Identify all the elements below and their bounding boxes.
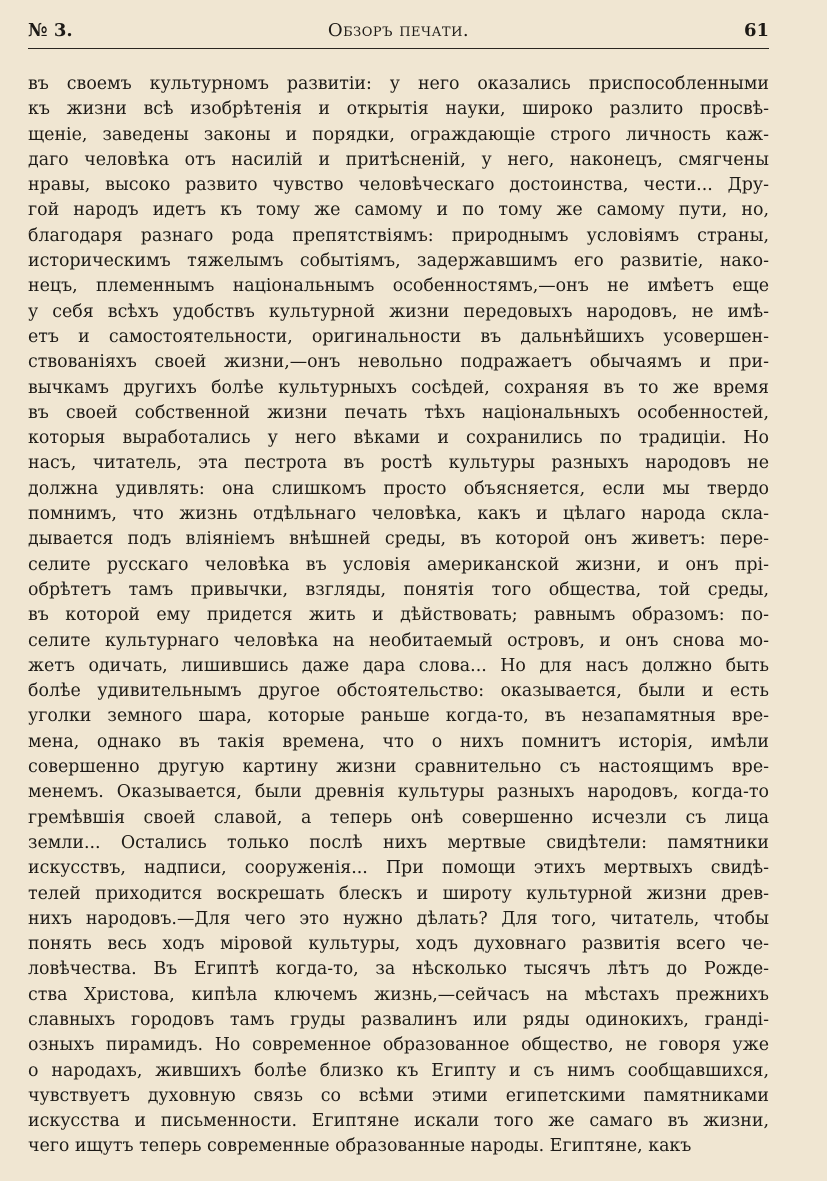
text-line: о народахъ, жившихъ болѣе близко къ Египту и съ нимъ сообщавшихся, bbox=[28, 1060, 769, 1081]
body-text bbox=[28, 72, 769, 1160]
text-line: жетъ одичать, лишившись даже дара слова... Но для насъ должно быть bbox=[28, 655, 769, 676]
text-line: болѣе удивительнымъ другое обстоятельство: оказывается, были и есть bbox=[28, 681, 769, 702]
text-line: етъ и самостоятельности, оригинальности въ дальнѣйшихъ усовершен- bbox=[28, 326, 769, 347]
text-line: земли... Остались только послѣ нихъ мертвые свидѣтели: памятники bbox=[28, 832, 769, 853]
text-line: славныхъ городовъ тамъ груды развалинъ или ряды одинокихъ, гранді- bbox=[28, 1009, 769, 1030]
text-line: въ которой ему придется жить и дѣйствовать; равнымъ образомъ: по- bbox=[28, 605, 769, 626]
text-line: нихъ народовъ.—Для чего это нужно дѣлать? Для того, читатель, чтобы bbox=[28, 908, 769, 929]
text-line: къ жизни всѣ изобрѣтенія и открытія науки, широко разлито просвѣ- bbox=[28, 99, 769, 120]
text-line: ствованіяхъ своей жизни,—онъ невольно подражаетъ обычаямъ и при- bbox=[28, 352, 769, 373]
text-line: искусствъ, надписи, сооруженія... При помощи этихъ мертвыхъ свидѣ- bbox=[28, 858, 769, 879]
text-line: вычкамъ другихъ болѣе культурныхъ сосѣдей, сохраняя въ то же время bbox=[28, 377, 769, 398]
text-line: ловѣчества. Въ Египтѣ когда-то, за нѣсколько тысячъ лѣтъ до Рожде- bbox=[28, 959, 769, 980]
text-line: обрѣтетъ тамъ привычки, взгляды, понятія того общества, той среды, bbox=[28, 579, 769, 600]
text-line: селите русскаго человѣка въ условія американской жизни, и онъ прі- bbox=[28, 554, 769, 575]
text-line: въ своемъ культурномъ развитіи: у него оказались приспособленными bbox=[28, 74, 769, 94]
page-header bbox=[28, 20, 769, 46]
text-line: мена, однако въ такія времена, что о нихъ помнитъ исторія, имѣли bbox=[28, 731, 769, 752]
text-line: гремѣвшія своей славой, а теперь онѣ совершенно исчезли съ лица bbox=[28, 807, 769, 828]
text-line: селите культурнаго человѣка на необитаемый островъ, и онъ снова мо- bbox=[28, 630, 769, 651]
text-line: которыя выработались у него вѣками и сохранились по традиціи. Но bbox=[28, 428, 769, 449]
text-line: искусства и письменности. Египтяне искали того же самаго въ жизни, bbox=[28, 1111, 769, 1132]
text-line: чувствуетъ духовную связь со всѣми этими египетскими памятниками bbox=[28, 1085, 769, 1106]
text-line: чего ищутъ теперь современные образованные народы. Египтяне, какъ bbox=[28, 1136, 692, 1157]
text-line: понять весь ходъ міровой культуры, ходъ духовнаго развитія всего че- bbox=[28, 934, 769, 955]
text-line: менемъ. Оказывается, были древнія культуры разныхъ народовъ, когда-то bbox=[28, 782, 769, 803]
text-line: совершенно другую картину жизни сравнительно съ настоящимъ вре- bbox=[28, 757, 769, 778]
text-line: телей приходится воскрешать блескъ и широту культурной жизни древ- bbox=[28, 883, 769, 904]
text-line: должна удивлять: она слишкомъ просто объясняется, если мы твердо bbox=[28, 478, 769, 499]
text-line: благодаря разнаго рода препятствіямъ: природнымъ условіямъ страны, bbox=[28, 225, 769, 246]
text-line: въ своей собственной жизни печать тѣхъ національныхъ особенностей, bbox=[28, 402, 769, 423]
text-line: историческимъ тяжелымъ событіямъ, задержавшимъ его развитіе, нако- bbox=[28, 251, 769, 272]
issue-number: № 3. bbox=[28, 20, 73, 41]
text-line: даго человѣка отъ насилій и притѣсненій, у него, наконецъ, смягчены bbox=[28, 149, 769, 170]
text-line: дывается подъ вліяніемъ внѣшней среды, въ которой онъ живетъ: пере- bbox=[28, 529, 769, 550]
text-line: озныхъ пирамидъ. Но современное образованное общество, не говоря уже bbox=[28, 1035, 769, 1056]
text-line: нравы, высоко развито чувство человѣческаго достоинства, чести... Дру- bbox=[28, 175, 769, 196]
text-line: уголки земного шара, которые раньше когда-то, въ незапамятныя вре- bbox=[28, 706, 769, 727]
text-line: гой народъ идетъ къ тому же самому и по тому же самому пути, но, bbox=[28, 200, 769, 221]
text-line: нецъ, племеннымъ національнымъ особенностямъ,—онъ не имѣетъ еще bbox=[28, 276, 769, 297]
text-line: ства Христова, кипѣла ключемъ жизнь,—сейчасъ на мѣстахъ прежнихъ bbox=[28, 984, 769, 1005]
text-line: у себя всѣхъ удобствъ культурной жизни передовыхъ народовъ, не имѣ- bbox=[28, 301, 769, 322]
running-title: Обзоръ печати. bbox=[327, 20, 470, 41]
text-line: насъ, читатель, эта пестрота въ ростѣ культуры разныхъ народовъ не bbox=[28, 453, 769, 474]
header-rule bbox=[28, 48, 769, 49]
text-line: помнимъ, что жизнь отдѣльнаго человѣка, какъ и цѣлаго народа скла- bbox=[28, 504, 769, 525]
text-line: щеніе, заведены законы и порядки, ограждающіе строго личность каж- bbox=[28, 124, 769, 145]
page-number: 61 bbox=[743, 20, 769, 41]
